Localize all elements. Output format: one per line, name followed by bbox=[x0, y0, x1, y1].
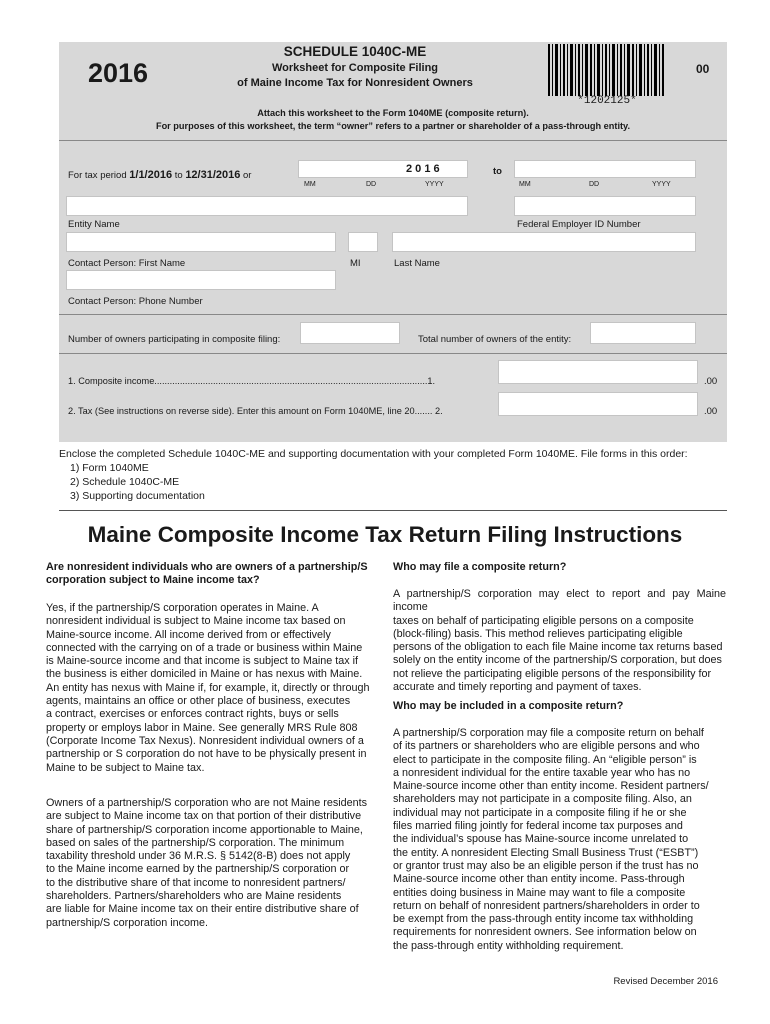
tax-period-label: For tax period 1/1/2016 to 12/31/2016 or bbox=[68, 169, 252, 181]
schedule-title: SCHEDULE 1040C-ME bbox=[283, 44, 427, 59]
divider bbox=[59, 314, 727, 315]
answer-who-included: A partnership/S corporation may file a composite return on behalf of its partners or shareholders who are eligible persons and who elect to participate in the composite filing. An “eligible person” is a nonresident individual for the entire taxable year who has no Maine-source income other than entity income. Resident partners/ shareholders may not participate in a composite filing. Also, an individual may not participate in a composite filing if he or she files married filing jointly for federal income tax purposes and the individual’s spouse has Maine-source income unrelated to the entity. A nonresident Electing Small Business Trust (“ESBT”) or grantor trust may also be an eligible person if the trust has no Maine-source income other than entity income. Pass-through entities doing business in Maine may want to file a composite return on behalf of nonresident partners/shareholders in order to be exempt from the pass-through entity income tax withholding requirements for nonresident owners. See information below on the pass-through entity withholding requirement. bbox=[393, 727, 709, 952]
divider bbox=[59, 140, 727, 141]
start-mm-label: MM bbox=[304, 181, 316, 188]
enclose-item-3: 3) Supporting documentation bbox=[70, 490, 205, 502]
total-owners-label: Total number of owners of the entity: bbox=[418, 334, 572, 345]
worksheet-subtitle-2: of Maine Income Tax for Nonresident Owners bbox=[237, 77, 473, 89]
to-label: to bbox=[493, 166, 502, 177]
middle-initial-input[interactable] bbox=[348, 232, 378, 252]
question-who-may-file: Who may file a composite return? bbox=[393, 561, 567, 573]
divider bbox=[59, 510, 727, 511]
barcode-image bbox=[548, 44, 666, 96]
fein-input[interactable] bbox=[514, 196, 696, 216]
form-code: 00 bbox=[696, 62, 710, 76]
period-end-date-input[interactable] bbox=[514, 160, 696, 178]
end-dd-label: DD bbox=[589, 181, 600, 188]
end-yyyy-label: YYYY bbox=[652, 181, 671, 188]
total-owners-input[interactable] bbox=[590, 322, 696, 344]
line-1-cents: .00 bbox=[704, 376, 718, 387]
start-yyyy-label: YYYY bbox=[425, 181, 444, 188]
line-2-cents: .00 bbox=[704, 406, 718, 417]
owners-not-residents-paragraph: Owners of a partnership/S corporation who are not Maine residents are subject to Maine income tax on that portion of their distributive share of partnership/S corporation income apportionable to Maine, based on sales of the partnership/S corporation. The minimum taxability threshold under 36 M.R.S. § 5142(8-B) does not apply to the Maine income earned by the partnership/S corporation or to the distributive share of that income to nonresident partners/ shareholders. Partners/shareholders who are Maine residents are liable for Maine income tax on their entire distributive share of partnership/S corporation income. bbox=[46, 797, 368, 929]
revision-date: Revised December 2016 bbox=[613, 976, 718, 987]
line-2-tax-input[interactable] bbox=[498, 392, 698, 416]
phone-label: Contact Person: Phone Number bbox=[68, 296, 203, 307]
answer-who-may-file: A partnership/S corporation may elect to report and pay Maine income taxes on behalf of participating eligible persons on a composite (block-filing) basis. This method relieves participating eligible persons of the obligation to each file Maine income tax returns based solely on the entity income of the partnership/S corporation, but does not relieve the participating eligible persons of the responsibility for accurate and timely reporting and payment of taxes. bbox=[393, 588, 726, 694]
barcode-number: *1202125* bbox=[577, 95, 637, 107]
owner-definition-note: For purposes of this worksheet, the term “owner” refers to a partner or shareholder of a pass-through entity. bbox=[155, 121, 631, 131]
divider bbox=[59, 353, 727, 354]
participating-owners-input[interactable] bbox=[300, 322, 400, 344]
middle-initial-label: MI bbox=[350, 258, 361, 269]
line-1-composite-income-input[interactable] bbox=[498, 360, 698, 384]
enclose-item-2: 2) Schedule 1040C-ME bbox=[70, 476, 180, 488]
attach-note: Attach this worksheet to the Form 1040ME (composite return). bbox=[257, 108, 529, 118]
first-name-label: Contact Person: First Name bbox=[68, 258, 186, 269]
start-dd-label: DD bbox=[366, 181, 377, 188]
period-start-date-input[interactable] bbox=[298, 160, 468, 178]
line-1-label: 1. Composite income...........................................................................................................1. bbox=[68, 376, 436, 386]
last-name-label: Last Name bbox=[394, 258, 440, 269]
question-who-included: Who may be included in a composite return? bbox=[393, 700, 624, 712]
fein-label: Federal Employer ID Number bbox=[517, 219, 641, 230]
last-name-input[interactable] bbox=[392, 232, 696, 252]
enclose-instructions: Enclose the completed Schedule 1040C-ME and supporting documentation with your completed Form 1040ME. File forms in this order: bbox=[59, 448, 688, 460]
phone-input[interactable] bbox=[66, 270, 336, 290]
end-mm-label: MM bbox=[519, 181, 531, 188]
instructions-title: Maine Composite Income Tax Return Filing Instructions bbox=[87, 522, 683, 547]
first-name-input[interactable] bbox=[66, 232, 336, 252]
question-nonresident-subject: Are nonresident individuals who are owners of a partnership/S corporation subject to Maine income tax? bbox=[46, 561, 368, 587]
entity-name-label: Entity Name bbox=[68, 219, 120, 230]
participating-owners-label: Number of owners participating in composite filing: bbox=[68, 334, 281, 345]
form-year: 2016 bbox=[88, 58, 149, 88]
answer-nonresident-subject: Yes, if the partnership/S corporation operates in Maine. A nonresident individual is subject to Maine income tax based on Maine-source income. All income derived from or effectively connected with the carrying on of a trade or business within Maine is Maine-source income and that income is subject to Maine tax if the business is either domiciled in Maine or has nexus with Maine. An entity has nexus with Maine if, for example, it, directly or through agents, maintains an office or other place of business, executes a contract, exercises or enforces contract rights, buys or sells property or employs labor in Maine. See generally MRS Rule 808 (Corporate Income Tax Nexus). Nonresident individual owners of a partnership or S corporation do not have to be physically present in Maine to be subject to Maine tax. bbox=[46, 602, 370, 774]
line-2-label: 2. Tax (See instructions on reverse side). Enter this amount on Form 1040ME, line 20....... 2. bbox=[68, 406, 443, 416]
worksheet-subtitle-1: Worksheet for Composite Filing bbox=[271, 62, 439, 74]
enclose-item-1: 1) Form 1040ME bbox=[70, 462, 149, 474]
period-start-year-value: 2 0 1 6 bbox=[406, 163, 440, 175]
entity-name-input[interactable] bbox=[66, 196, 468, 216]
